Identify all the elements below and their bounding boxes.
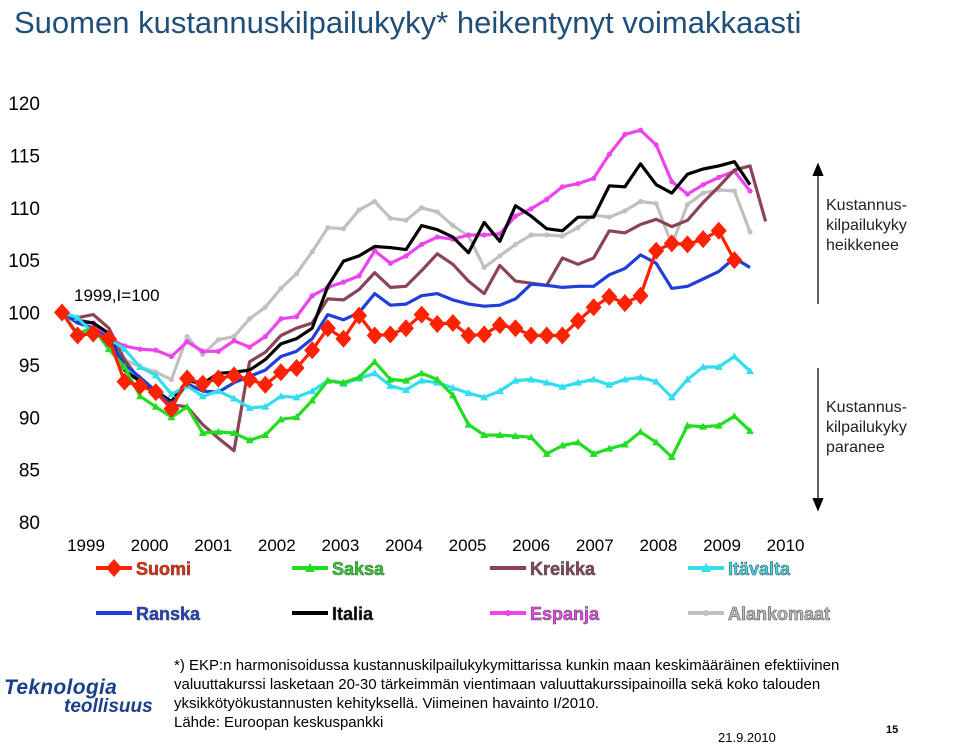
legend-item-suomi bbox=[96, 559, 191, 579]
legend-label: Alankomaat bbox=[728, 604, 831, 624]
data-point bbox=[607, 215, 612, 220]
y-tick-label: 115 bbox=[9, 146, 40, 168]
data-point bbox=[419, 242, 424, 247]
up-note-line: heikkenee bbox=[826, 237, 899, 254]
data-point bbox=[294, 271, 299, 276]
data-point bbox=[654, 201, 659, 206]
x-tick-label: 2009 bbox=[703, 536, 741, 555]
data-point bbox=[732, 188, 737, 193]
y-tick-label: 90 bbox=[18, 408, 40, 430]
x-tick-label: 1999 bbox=[67, 536, 105, 555]
data-point bbox=[310, 293, 315, 298]
down-note bbox=[826, 398, 907, 458]
x-tick-label: 2004 bbox=[385, 536, 423, 555]
data-point bbox=[654, 142, 659, 147]
footnote bbox=[174, 656, 934, 732]
x-tick-label: 2010 bbox=[766, 536, 805, 555]
data-point bbox=[341, 280, 346, 285]
data-point bbox=[601, 288, 617, 306]
data-point bbox=[388, 261, 393, 266]
data-point bbox=[325, 225, 330, 230]
data-point bbox=[679, 235, 695, 253]
data-point bbox=[622, 208, 627, 213]
y-tick-label: 105 bbox=[8, 251, 40, 273]
chart-legend bbox=[96, 559, 830, 624]
base-annotation: 1999,I=100 bbox=[74, 286, 160, 305]
legend-marker bbox=[106, 559, 122, 577]
x-tick-label: 2006 bbox=[512, 536, 551, 555]
up-arrow-icon bbox=[813, 164, 823, 304]
data-point bbox=[685, 192, 690, 197]
data-point bbox=[730, 352, 738, 359]
data-point bbox=[466, 232, 471, 237]
data-point bbox=[638, 199, 643, 204]
data-point bbox=[278, 286, 283, 291]
data-point bbox=[528, 232, 533, 237]
footnote-line: valuuttakurssi lasketaan 20-30 tärkeimmän vientimaan valuuttakurssipainoilla sekä koko talouden bbox=[174, 676, 821, 693]
data-point bbox=[247, 344, 252, 349]
y-tick-label: 110 bbox=[9, 198, 40, 220]
legend-item-espanja bbox=[490, 604, 600, 624]
data-point bbox=[482, 232, 487, 237]
logo-text-line2: teollisuus bbox=[64, 696, 153, 717]
down-note-line: Kustannus- bbox=[826, 399, 907, 416]
data-point bbox=[513, 242, 518, 247]
data-point bbox=[247, 316, 252, 321]
x-tick-label: 2008 bbox=[639, 536, 678, 555]
data-point bbox=[638, 128, 643, 133]
data-point bbox=[544, 232, 549, 237]
data-point bbox=[184, 334, 189, 339]
data-point bbox=[637, 428, 645, 435]
data-point bbox=[169, 354, 174, 359]
data-point bbox=[231, 338, 236, 343]
y-tick-label: 85 bbox=[18, 460, 40, 482]
data-point bbox=[263, 334, 268, 339]
data-point bbox=[711, 222, 727, 240]
data-point bbox=[669, 179, 674, 184]
footnote-line: yksikkötyökustannusten kehityksellä. Viimeinen havainto I/2010. bbox=[174, 695, 599, 712]
x-tick-label: 2001 bbox=[194, 536, 233, 555]
down-arrow-icon bbox=[813, 368, 823, 510]
data-point bbox=[695, 230, 711, 248]
data-point bbox=[435, 234, 440, 239]
data-point bbox=[497, 253, 502, 258]
data-point bbox=[450, 223, 455, 228]
series-layer bbox=[54, 128, 766, 460]
footnote-line: *) EKP:n harmonisoidussa kustannuskilpailukykymittarissa kunkin maan keskimääräinen efektiivinen bbox=[174, 657, 840, 674]
data-point bbox=[435, 209, 440, 214]
footnote-line: Lähde: Euroopan keskuspankki bbox=[174, 714, 384, 731]
legend-item-itävalta bbox=[688, 559, 791, 579]
legend-marker bbox=[505, 610, 511, 616]
data-point bbox=[419, 205, 424, 210]
data-point bbox=[482, 265, 487, 270]
data-point bbox=[513, 214, 518, 219]
data-point bbox=[575, 225, 580, 230]
data-point bbox=[492, 316, 508, 334]
y-tick-label: 95 bbox=[18, 355, 40, 377]
x-tick-label: 2003 bbox=[321, 536, 360, 555]
data-point bbox=[633, 287, 649, 305]
data-point bbox=[263, 305, 268, 310]
page-number: 15 bbox=[886, 724, 899, 736]
data-point bbox=[716, 175, 721, 180]
data-point bbox=[200, 349, 205, 354]
legend-label: Ranska bbox=[136, 604, 201, 624]
data-point bbox=[747, 188, 752, 193]
legend-label: Suomi bbox=[136, 559, 192, 579]
data-point bbox=[664, 234, 680, 252]
down-note-line: paranee bbox=[826, 439, 885, 456]
data-point bbox=[356, 273, 361, 278]
legend-item-saksa bbox=[292, 559, 385, 579]
legend-label: Saksa bbox=[332, 559, 385, 579]
legend-label: Kreikka bbox=[530, 559, 596, 579]
data-point bbox=[575, 181, 580, 186]
data-point bbox=[730, 412, 738, 419]
up-note-line: kilpailukyky bbox=[826, 217, 907, 234]
legend-item-italia bbox=[292, 604, 374, 624]
data-point bbox=[153, 348, 158, 353]
data-point bbox=[507, 319, 523, 337]
legend-item-ranska bbox=[96, 604, 201, 624]
legend-label: Italia bbox=[332, 604, 374, 624]
data-point bbox=[685, 202, 690, 207]
up-note-line: Kustannus- bbox=[826, 197, 907, 214]
legend-item-kreikka bbox=[490, 559, 596, 579]
data-point bbox=[294, 314, 299, 319]
data-point bbox=[184, 339, 189, 344]
data-point bbox=[310, 249, 315, 254]
data-point bbox=[617, 294, 633, 312]
y-tick-label: 80 bbox=[18, 513, 40, 534]
data-point bbox=[591, 176, 596, 181]
date-label: 21.9.2010 bbox=[718, 730, 776, 745]
x-tick-label: 2000 bbox=[130, 536, 169, 555]
x-tick-label: 2002 bbox=[257, 536, 296, 555]
data-point bbox=[523, 327, 539, 345]
legend-label: Itävalta bbox=[728, 559, 791, 579]
data-point bbox=[544, 197, 549, 202]
down-note-line: kilpailukyky bbox=[826, 419, 907, 436]
legend-item-alankomaat bbox=[688, 604, 830, 624]
data-point bbox=[747, 229, 752, 234]
data-point bbox=[622, 132, 627, 137]
data-point bbox=[356, 207, 361, 212]
data-point bbox=[388, 216, 393, 221]
data-point bbox=[700, 190, 705, 195]
data-point bbox=[403, 218, 408, 223]
data-point bbox=[371, 358, 379, 365]
data-point bbox=[169, 377, 174, 382]
data-point bbox=[560, 233, 565, 238]
y-tick-label: 100 bbox=[8, 303, 40, 325]
data-point bbox=[216, 349, 221, 354]
data-point bbox=[429, 315, 445, 333]
data-point bbox=[372, 199, 377, 204]
data-point bbox=[278, 316, 283, 321]
data-point bbox=[132, 377, 148, 395]
data-point bbox=[539, 327, 555, 345]
data-point bbox=[560, 184, 565, 189]
data-point bbox=[700, 182, 705, 187]
data-point bbox=[216, 337, 221, 342]
data-point bbox=[138, 347, 143, 352]
y-tick-label: 120 bbox=[8, 94, 40, 115]
data-point bbox=[403, 253, 408, 258]
data-point bbox=[382, 325, 398, 343]
x-tick-label: 2007 bbox=[575, 536, 614, 555]
up-note bbox=[826, 196, 907, 256]
data-point bbox=[528, 206, 533, 211]
data-point bbox=[648, 242, 664, 260]
legend-marker bbox=[703, 610, 709, 616]
data-point bbox=[607, 152, 612, 157]
data-point bbox=[726, 251, 742, 269]
legend-label: Espanja bbox=[530, 604, 600, 624]
data-point bbox=[341, 226, 346, 231]
data-point bbox=[476, 325, 492, 343]
logo-text-line1: Teknologia bbox=[4, 676, 118, 699]
x-tick-label: 2005 bbox=[448, 536, 487, 555]
page-title: Suomen kustannuskilpailukyky* heikentynyt voimakkaasti bbox=[14, 5, 802, 40]
